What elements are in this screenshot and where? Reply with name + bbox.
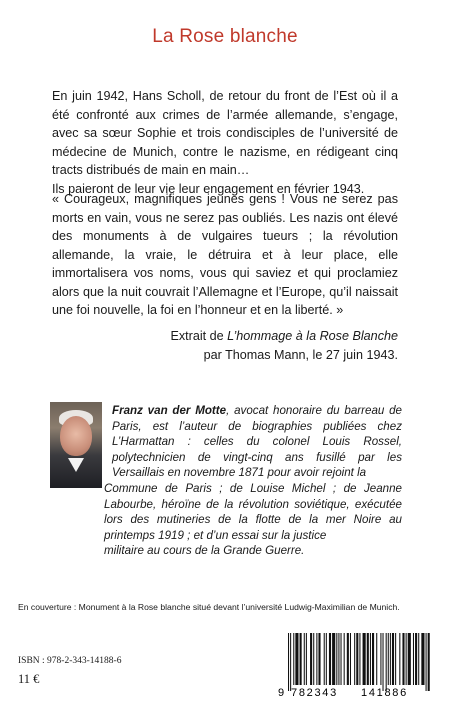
summary-paragraph	[52, 87, 398, 198]
barcode-bar	[402, 633, 404, 685]
barcode-bar	[418, 633, 419, 685]
barcode-bar	[304, 633, 305, 685]
barcode-bar	[388, 633, 389, 685]
author-bio-text: , avocat honoraire du barreau de Paris, est l’auteur de biographies publiées chez L’Harmattan : celles du colonel Louis Rossel, polytechnicien de vingt-cinq ans fusillé par les Versaillais en novembre 1871 pour avoir rejoint la	[112, 404, 402, 480]
barcode-bar	[293, 633, 294, 685]
barcode-bar	[421, 633, 424, 685]
barcode-digits-right: 141886	[361, 687, 408, 699]
barcode-bar	[290, 633, 291, 691]
barcode-digit-lead: 9	[278, 687, 285, 699]
barcode-digits-left: 782343	[291, 687, 338, 699]
barcode-bar	[300, 633, 302, 685]
barcode-bar	[395, 633, 396, 685]
price: 11 €	[18, 672, 40, 686]
author-bio-continued: Commune de Paris ; de Louise Michel ; de Jeanne Labourbe, héroïne de la révolution soviétique, exécutée lors des mutineries de la flotte de la mer Noire au printemps 1919 ; et d’un essai sur la justice	[104, 481, 402, 542]
barcode-bar	[288, 633, 289, 691]
barcode-bar	[344, 633, 345, 685]
barcode-bar	[413, 633, 414, 685]
credit-work-title: L’hommage à la Rose Blanche	[227, 329, 398, 343]
barcode-bar	[336, 633, 337, 685]
barcode-bar	[306, 633, 307, 685]
barcode-bar	[380, 633, 381, 685]
barcode-bar	[428, 633, 430, 691]
barcode-bar	[356, 633, 358, 685]
quote-credit	[170, 327, 398, 364]
barcode-bar	[341, 633, 342, 685]
barcode-bar	[390, 633, 391, 685]
barcode-bar	[324, 633, 325, 685]
cover-credit: En couverture : Monument à la Rose blanche situé devant l’université Ludwig-Maximilian de Munich.	[18, 602, 400, 612]
barcode-bar	[354, 633, 355, 685]
barcode-bar	[310, 633, 312, 685]
barcode-bar	[316, 633, 317, 685]
barcode-bar	[376, 633, 377, 685]
isbn: ISBN : 978-2-343-14188-6	[18, 656, 122, 666]
barcode-image	[275, 631, 435, 699]
barcode-bar	[329, 633, 331, 685]
barcode-bar	[363, 633, 366, 685]
barcode-bar	[399, 633, 400, 685]
barcode-bar	[408, 633, 411, 685]
barcode-bar	[326, 633, 327, 685]
summary-last-line: Ils paieront de leur vie leur engagement en février 1943.	[52, 181, 365, 196]
barcode-bar	[406, 633, 407, 685]
book-title: La Rose blanche	[152, 26, 298, 47]
summary-text: En juin 1942, Hans Scholl, de retour du front de l’Est où il a été confronté aux crimes de l’armée allemande, s’engage, avec sa sœur Sophie et trois condisciples de l’université de médecine de Munich, contre le nazisme, en rédigeant cinq tracts distribués de main en main…	[52, 89, 398, 177]
author-name: Franz van der Motte	[112, 404, 227, 417]
barcode	[275, 631, 435, 699]
barcode-bar	[318, 633, 320, 685]
credit-line-2: par Thomas Mann, le 27 juin 1943.	[203, 347, 398, 362]
author-photo	[50, 402, 102, 488]
barcode-bar	[392, 633, 394, 685]
barcode-bar	[383, 633, 384, 691]
barcode-bar	[295, 633, 298, 685]
barcode-bar	[338, 633, 339, 685]
barcode-bar	[313, 633, 314, 685]
barcode-bar	[386, 633, 387, 691]
barcode-bar	[332, 633, 335, 685]
barcode-bar	[370, 633, 371, 685]
barcode-bar	[372, 633, 374, 685]
barcode-bar	[347, 633, 349, 685]
barcode-bar	[359, 633, 360, 685]
author-bio	[104, 403, 402, 559]
author-bio-last: militaire au cours de la Grande Guerre.	[104, 544, 305, 558]
barcode-bar	[426, 633, 427, 691]
barcode-bar	[367, 633, 369, 685]
barcode-bar	[415, 633, 417, 685]
barcode-bar	[350, 633, 351, 685]
quote-paragraph: « Courageux, magnifiques jeunes gens ! Vous ne serez pas morts en vain, vous ne serez pas oubliés. Les nazis ont élevé des monuments à de vulgaires tueurs ; la révolution allemande, la vraie, le détruira et à leur place, elle immortalisera vos noms, vous qui saviez et qui proclamiez alors que la nuit couvrait l’Allemagne et l’Europe, qu’il naissait une foi nouvelle, la foi en l’honneur et en la liberté. »	[52, 192, 398, 317]
credit-line-1: Extrait de L’hommage à la Rose Blanche	[170, 329, 398, 343]
